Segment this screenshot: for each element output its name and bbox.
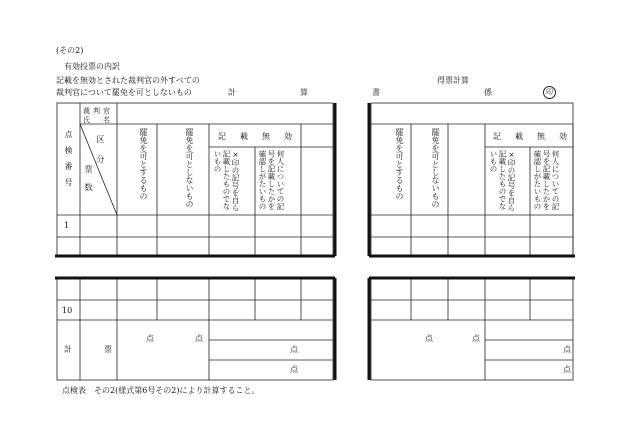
judge-h1: 裁: [83, 107, 90, 115]
right-invalid-sub1: ×印の記号を自ら記載したものでないもの: [489, 150, 516, 212]
invalid-sub1: ×印の記号を自ら記載したものでないもの: [213, 150, 240, 212]
col-dismiss-no: 罷免を可としないもの: [185, 128, 194, 208]
judge-h3: 官: [103, 107, 110, 115]
right-point-unit-2: 点: [472, 334, 480, 343]
right-point-unit-1: 点: [425, 334, 433, 343]
point-number-header: 点検番号: [64, 130, 73, 194]
footer-note: 点検表 その2(様式第6号その2)により計算すること。: [62, 386, 260, 395]
ballot-count-label: 票数: [84, 165, 93, 201]
right-point-unit-3: 点: [563, 345, 571, 354]
tally-title: 得票計算: [437, 76, 469, 85]
col-dismiss-yes: 罷免を可とするもの: [139, 128, 148, 200]
row-10-label: 10: [62, 306, 73, 315]
row-1-label: 1: [64, 221, 70, 230]
point-unit-4: 点: [290, 365, 298, 374]
calc-label-1: 計: [228, 88, 236, 97]
desc-line-1: 記載を無効とされた裁判官の外すべての: [56, 76, 200, 85]
invalid-sub2: 何人についての記号を記載したかを確認しがたいもの: [258, 150, 285, 210]
judge-h2: 判: [93, 107, 100, 115]
desc-line-2: 裁判官について罷免を可としないもの: [56, 88, 192, 97]
calc-label-3: 書: [372, 88, 380, 97]
total-label: 計: [64, 345, 72, 354]
judge-h4: 氏: [83, 116, 90, 124]
invalid-header: 記載無効: [218, 132, 306, 141]
section-label: (その2): [56, 46, 84, 55]
right-point-unit-4: 点: [563, 365, 571, 374]
right-invalid-sub2: 何人についての記号を記載したかを確認しがたいもの: [533, 150, 560, 210]
total-ballots-label: 票: [104, 345, 112, 354]
calc-label-2: 算: [300, 88, 308, 97]
right-col-dismiss-yes: 罷免を可とするもの: [395, 128, 404, 200]
right-invalid-header: 記載無効: [493, 132, 581, 141]
judge-h5: 名: [103, 116, 110, 124]
point-unit-1: 点: [146, 334, 154, 343]
right-col-dismiss-no: 罷免を可としないもの: [431, 128, 440, 208]
seal-stamp: 印: [543, 86, 556, 99]
division-label: 区分: [96, 135, 105, 175]
point-unit-2: 点: [195, 334, 203, 343]
point-unit-3: 点: [290, 345, 298, 354]
staff-label: 係: [484, 88, 492, 97]
subtitle: 有効投票の内訳: [64, 62, 120, 71]
